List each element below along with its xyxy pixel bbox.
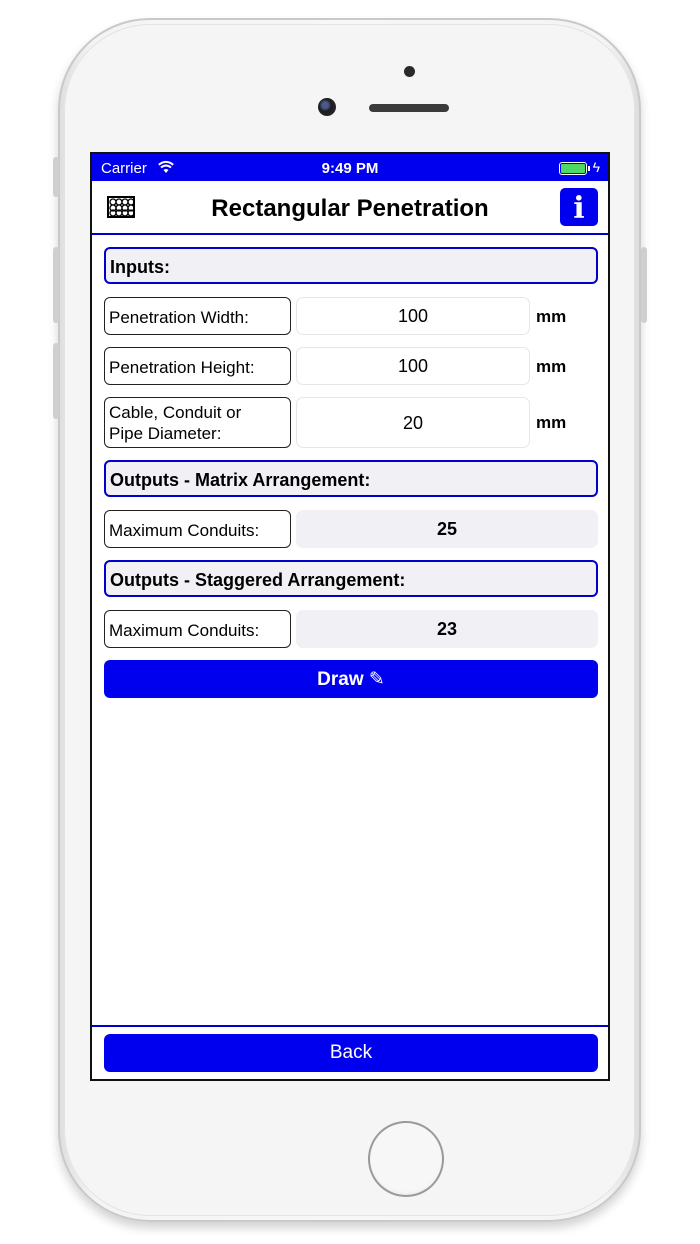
battery-level (561, 164, 585, 173)
staggered-header: Outputs - Staggered Arrangement: (104, 560, 598, 597)
diameter-label (104, 397, 291, 448)
diameter-label-line2: Pipe Diameter: (109, 424, 222, 443)
matrix-header: Outputs - Matrix Arrangement: (104, 460, 598, 497)
inputs-header: Inputs: (104, 247, 598, 284)
charging-bolt-icon: ϟ (592, 159, 600, 175)
height-unit: mm (536, 357, 567, 376)
width-label: Penetration Width: (104, 297, 291, 335)
info-icon: i (573, 191, 585, 226)
staggered-max-conduits-value: 23 (296, 610, 598, 648)
draw-button[interactable]: Draw ✎ (104, 660, 598, 698)
info-button[interactable] (560, 188, 598, 226)
height-label: Penetration Height: (104, 347, 291, 385)
bottom-divider (92, 1025, 608, 1027)
mute-switch[interactable] (53, 157, 59, 197)
status-time: 9:49 PM (321, 160, 379, 177)
height-input[interactable]: 100 (296, 347, 530, 385)
navigation-bar (92, 181, 608, 235)
back-button[interactable]: Back (104, 1034, 598, 1072)
diameter-label-line1: Cable, Conduit or (109, 403, 242, 422)
volume-down-button[interactable] (53, 343, 59, 419)
width-input[interactable]: 100 (296, 297, 530, 335)
battery-icon (559, 162, 587, 175)
diameter-unit: mm (536, 413, 567, 432)
status-bar (92, 154, 608, 181)
app-screen (90, 152, 610, 1081)
page-title: Rectangular Penetration (211, 195, 489, 222)
matrix-max-conduits-label: Maximum Conduits: (104, 510, 291, 548)
power-button[interactable] (641, 247, 647, 323)
proximity-sensor (404, 66, 415, 77)
matrix-max-conduits-value: 25 (296, 510, 598, 548)
diameter-input[interactable]: 20 (296, 397, 530, 448)
home-button[interactable] (368, 1121, 444, 1197)
width-unit: mm (536, 307, 567, 326)
carrier-label: Carrier (101, 160, 147, 177)
front-camera-icon (318, 98, 336, 116)
volume-up-button[interactable] (53, 247, 59, 323)
earpiece-speaker (369, 104, 449, 112)
staggered-max-conduits-label: Maximum Conduits: (104, 610, 291, 648)
